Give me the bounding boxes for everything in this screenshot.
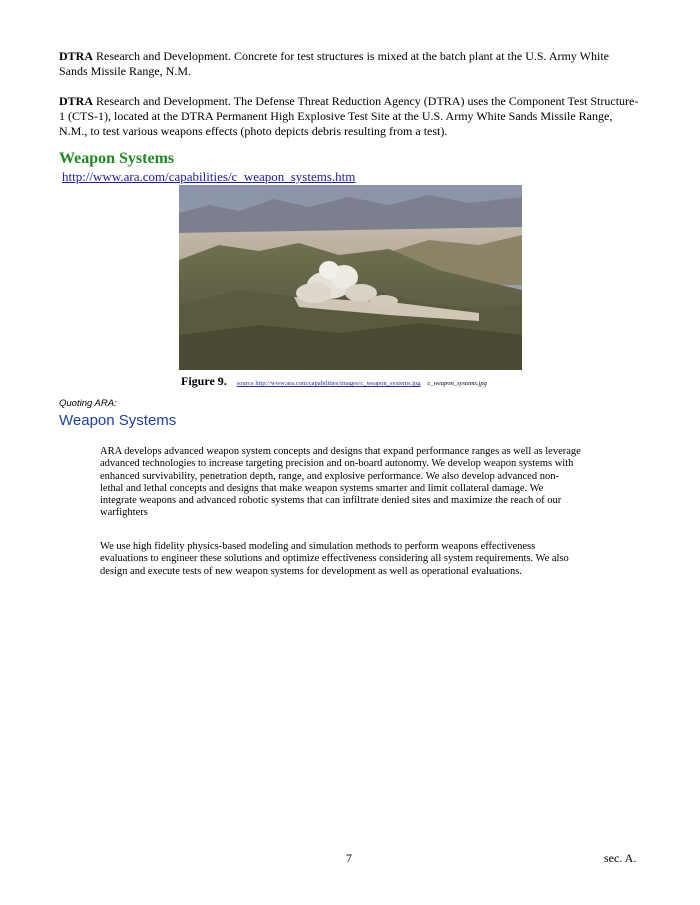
paragraph-lead: DTRA xyxy=(59,49,94,63)
quoting-intro: Quoting ARA: xyxy=(59,398,117,409)
quote-title: Weapon Systems xyxy=(59,412,177,429)
dtra-paragraph-1 xyxy=(59,49,639,79)
quote-paragraph: We use high fidelity physics-based modeling and simulation methods to perform weapons effectiveness evaluations to engineer these solutions and optimize effectiveness considering all system requirements. We also design and execute tests of new weapon systems for development as well as operational evaluations. xyxy=(100,541,569,577)
paragraph-text: Research and Development. Concrete for test structures is mixed at the batch plant at the U.S. Army White Sands Missile Range, N.M. xyxy=(59,49,609,78)
paragraph-lead: DTRA xyxy=(59,94,94,108)
figure-caption xyxy=(181,372,487,390)
paragraph-text: Research and Development. The Defense Threat Reduction Agency (DTRA) uses the Component Test Structure-1 (CTS-1), located at the DTRA Permanent High Explosive Test Site at the U.S. Army White Sands Missile Range, N.M., to test various weapons effects (photo depicts debris resulting from a test). xyxy=(59,94,639,138)
figure-label: Figure 9. xyxy=(181,374,227,388)
page-number: 7 xyxy=(346,851,352,865)
quote-paragraph: ARA develops advanced weapon system concepts and designs that expand performance ranges as well as leverage advanced technologies to increase targeting precision and on-board autonomy. We develop weapon systems with enhanced survivability, penetration depth, range, and explosive performance. We also develop advanced non-lethal and lethal concepts and designs that make weapon systems smarter and limit collateral damage. We integrate weapons and advanced robotic systems that can infiltrate denied sites and maximize the reach of our warfighters xyxy=(100,446,581,519)
dtra-paragraph-2 xyxy=(59,94,639,139)
figure-filename: c_weapon_systems.jpg xyxy=(427,380,487,387)
section-link[interactable]: http://www.ara.com/capabilities/c_weapon_systems.htm xyxy=(62,169,356,184)
figure-source-link[interactable]: source http://www.ara.com/capabilities/images/c_weapon_systems.jpg xyxy=(236,380,421,387)
section-label: sec. A. xyxy=(604,851,637,865)
weapon-test-photo xyxy=(179,185,522,370)
section-title: Weapon Systems xyxy=(59,150,175,167)
